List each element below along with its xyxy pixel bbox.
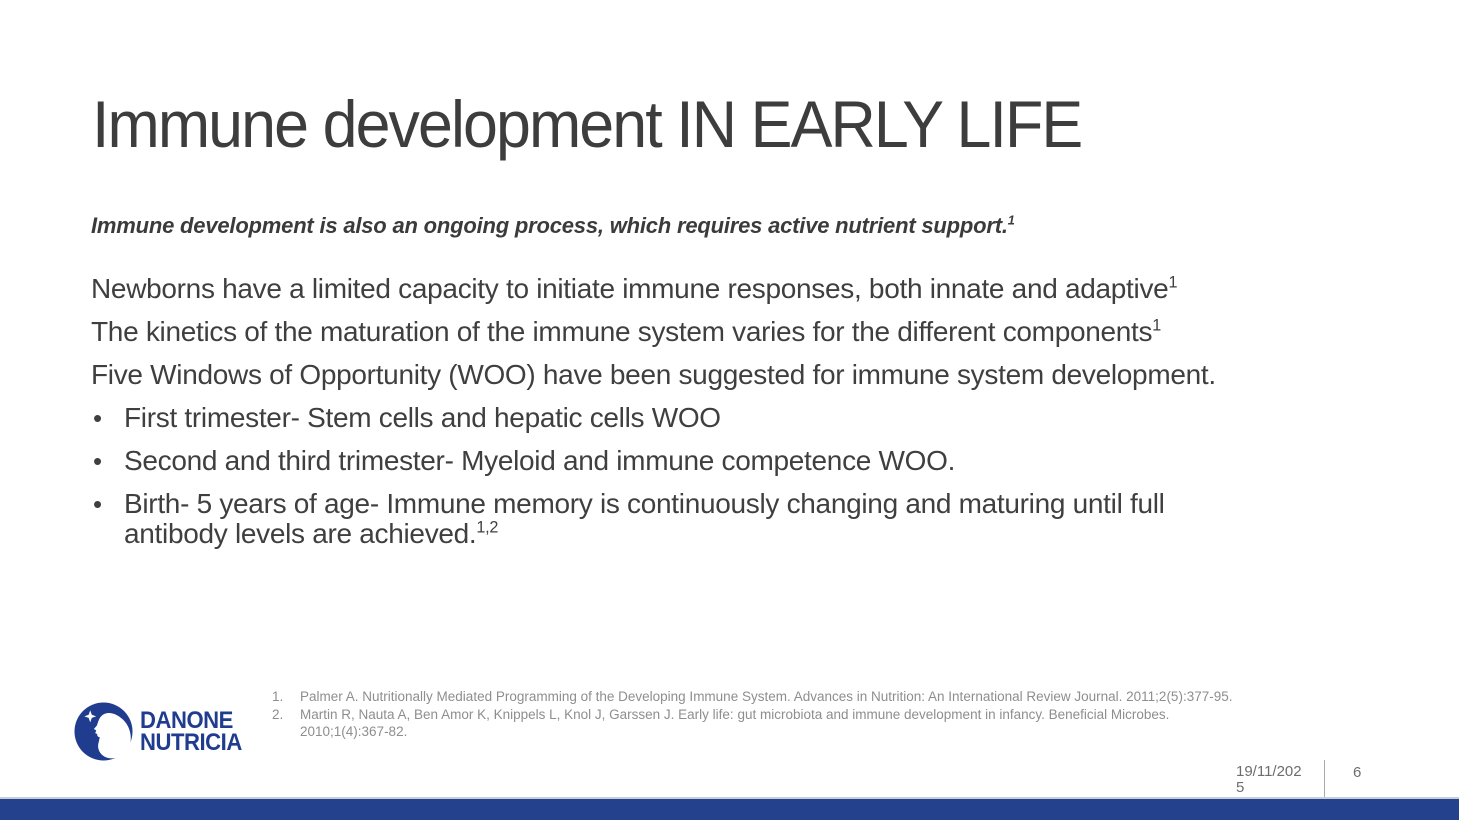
paragraph <box>91 360 1241 390</box>
page-number: 6 <box>1353 764 1362 781</box>
logo-line-danone: DANONE <box>140 706 233 734</box>
paragraph <box>91 317 1241 347</box>
paragraph-superscript: 1 <box>1152 316 1161 335</box>
bullet-text: First trimester- Stem cells and hepatic cells WOO <box>124 402 721 433</box>
danone-nutricia-logo <box>74 702 251 761</box>
slide-subtitle <box>91 213 1015 239</box>
bullet-superscript: 1,2 <box>476 518 499 537</box>
slide-title: Immune development IN EARLY LIFE <box>92 87 1082 161</box>
reference-number: 1. <box>272 689 284 704</box>
paragraph-text: Five Windows of Opportunity (WOO) have been suggested for immune system development. <box>91 359 1216 390</box>
reference-text: Martin R, Nauta A, Ben Amor K, Knippels L, Knol J, Garssen J. Early life: gut microbiota and immune development in infancy. Beneficial Microbes. 2010;1(4):367-82. <box>300 707 1170 739</box>
bullet-text: Second and third trimester- Myeloid and immune competence WOO. <box>124 445 956 476</box>
bottom-accent-bar <box>0 797 1459 820</box>
subtitle-text: Immune development is also an ongoing process, which requires active nutrient support. <box>91 213 1008 238</box>
paragraph-text: The kinetics of the maturation of the immune system varies for the different components <box>91 316 1153 347</box>
logo-wordmark <box>140 706 242 756</box>
subtitle-superscript: 1 <box>1007 212 1015 228</box>
footer-divider <box>1324 760 1325 798</box>
paragraph <box>91 274 1241 304</box>
reference-list <box>272 688 1272 741</box>
bullet-list-item <box>91 446 1241 476</box>
logo-line-nutricia: NUTRICIA <box>140 728 242 756</box>
paragraph-text: Newborns have a limited capacity to initiate immune responses, both innate and adaptive <box>91 273 1169 304</box>
reference-number: 2. <box>272 707 284 722</box>
footer-date: 19/11/2025 <box>1236 763 1302 796</box>
bullet-list-item <box>91 489 1241 549</box>
bullet-list-item <box>91 403 1241 433</box>
reference-item <box>272 688 1272 705</box>
reference-item <box>272 706 1272 740</box>
bullet-text: Birth- 5 years of age- Immune memory is continuously changing and maturing until full antibody levels are achieved. <box>124 488 1165 549</box>
slide-body <box>91 274 1241 562</box>
paragraph-superscript: 1 <box>1168 273 1178 292</box>
reference-text: Palmer A. Nutritionally Mediated Programming of the Developing Immune System. Advances in Nutrition: An International Review Journal. 2011;2(5):377-95. <box>300 689 1233 704</box>
child-profile-star-icon <box>74 702 133 761</box>
